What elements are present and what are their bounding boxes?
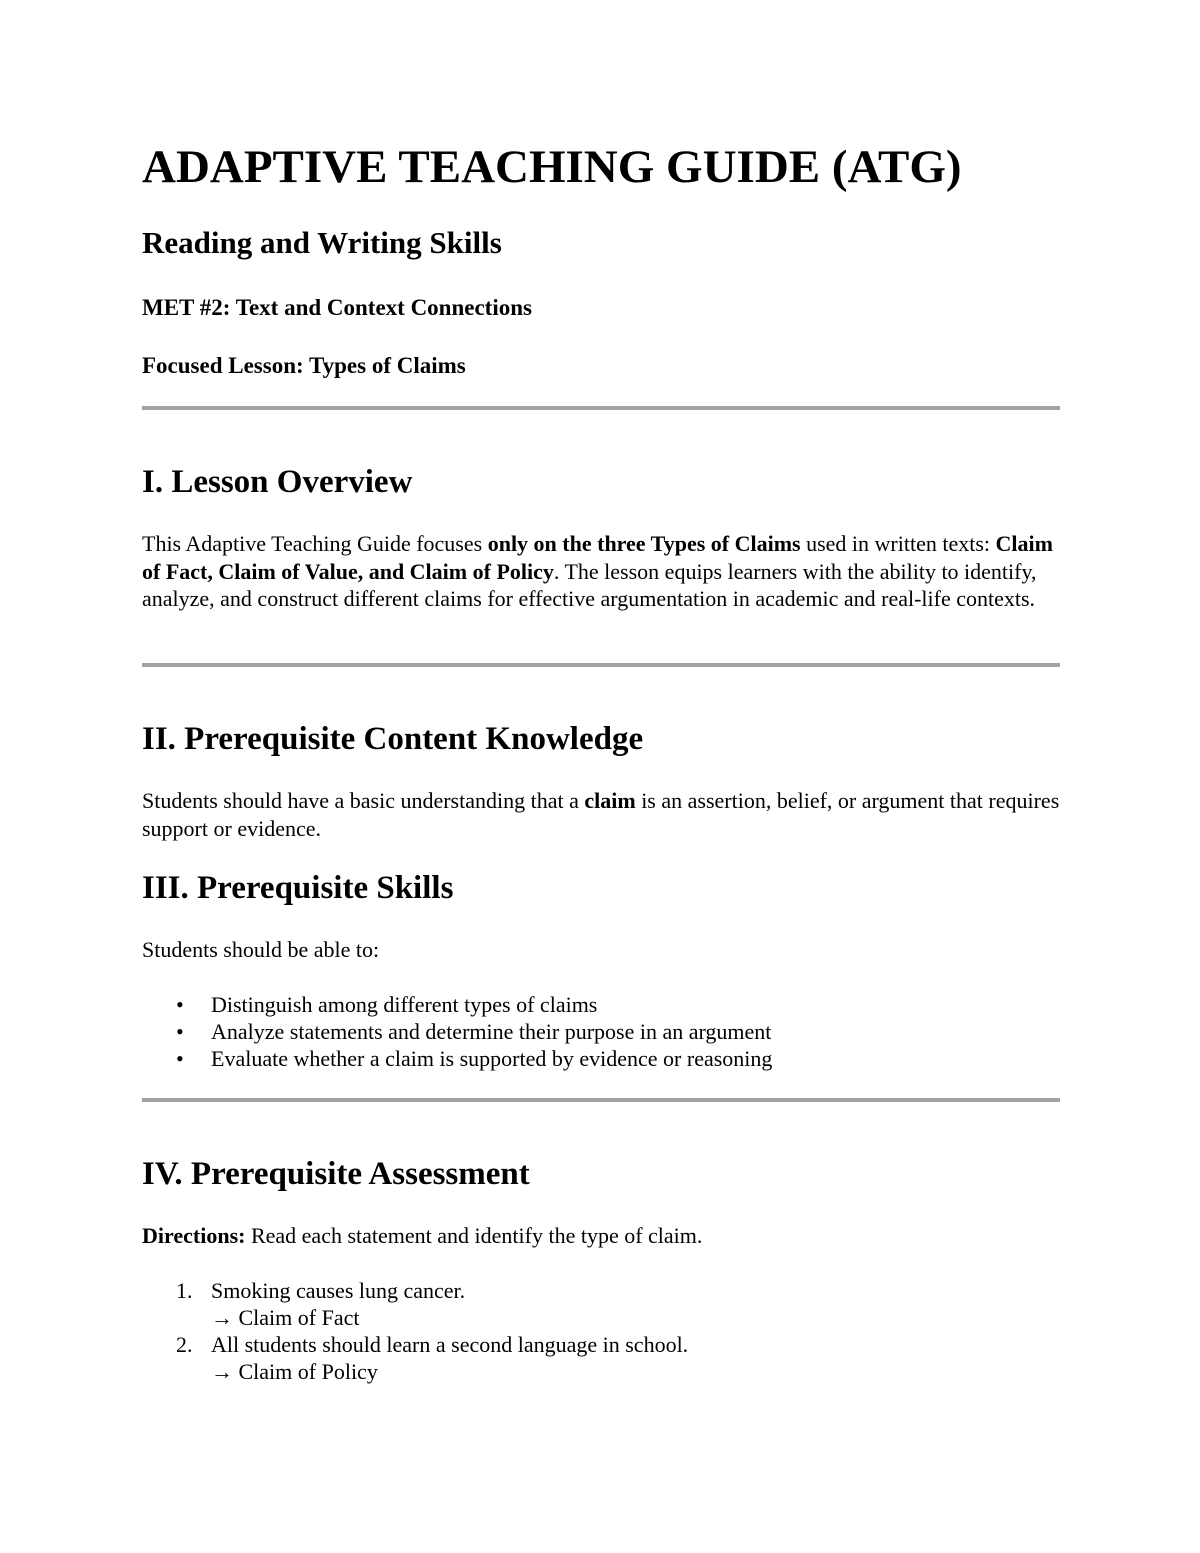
horizontal-divider [142,663,1060,667]
bullet-icon: • [176,992,184,1017]
bullet-icon: • [176,1019,184,1044]
item-number: 1. [176,1278,193,1303]
content-knowledge-paragraph [142,787,1060,842]
skills-intro: Students should be able to: [142,937,380,962]
section-title-prerequisite-assessment: IV. Prerequisite Assessment [142,1156,530,1192]
overview-text-2: used in written texts: [800,531,996,556]
item-answer: → Claim of Policy [211,1359,378,1384]
skill-text: Evaluate whether a claim is supported by evidence or reasoning [211,1046,773,1071]
section-title-prerequisite-skills: III. Prerequisite Skills [142,870,454,906]
item-number: 2. [176,1332,193,1357]
list-item [142,991,772,1018]
list-item [142,1018,772,1045]
horizontal-divider [142,1098,1060,1102]
overview-text-3: . The lesson equips learners with the ability to identify, analyze, and construct different claims for effective argumentation in academic and real-life contexts. [142,558,1037,611]
skill-text: Distinguish among different types of claims [211,992,598,1017]
section-title-lesson-overview: I. Lesson Overview [142,464,413,500]
directions-text: Read each statement and identify the type of claim. [245,1223,703,1248]
met-heading: MET #2: Text and Context Connections [142,295,532,320]
focused-lesson-heading: Focused Lesson: Types of Claims [142,353,466,378]
skill-text: Analyze statements and determine their purpose in an argument [211,1019,772,1044]
horizontal-divider [142,406,1060,410]
item-statement: All students should learn a second language in school. [211,1332,689,1357]
overview-text-1: This Adaptive Teaching Guide focuses [142,531,488,556]
assessment-list [142,1277,688,1385]
content-knowledge-text-1: Students should have a basic understanding that a [142,788,585,813]
document-subtitle: Reading and Writing Skills [142,225,502,260]
directions-label: Directions: [142,1223,246,1248]
list-item [142,1331,688,1385]
document-title: ADAPTIVE TEACHING GUIDE (ATG) [142,141,962,193]
overview-bold-2: Claim of Fact, Claim of Value, and Claim of Policy [142,531,1053,584]
skills-list [142,991,772,1072]
overview-bold-1: only on the three Types of Claims [487,531,801,556]
content-knowledge-bold-1: claim [584,788,636,813]
lesson-overview-paragraph [142,530,1060,613]
bullet-icon: • [176,1046,184,1071]
list-item [142,1277,688,1331]
content-knowledge-text-2: is an assertion, belief, or argument that requires support or evidence. [142,788,1060,841]
list-item [142,1045,772,1072]
item-statement: Smoking causes lung cancer. [211,1278,466,1303]
section-title-content-knowledge: II. Prerequisite Content Knowledge [142,721,644,757]
item-answer: → Claim of Fact [211,1305,360,1330]
assessment-directions [142,1222,1060,1250]
